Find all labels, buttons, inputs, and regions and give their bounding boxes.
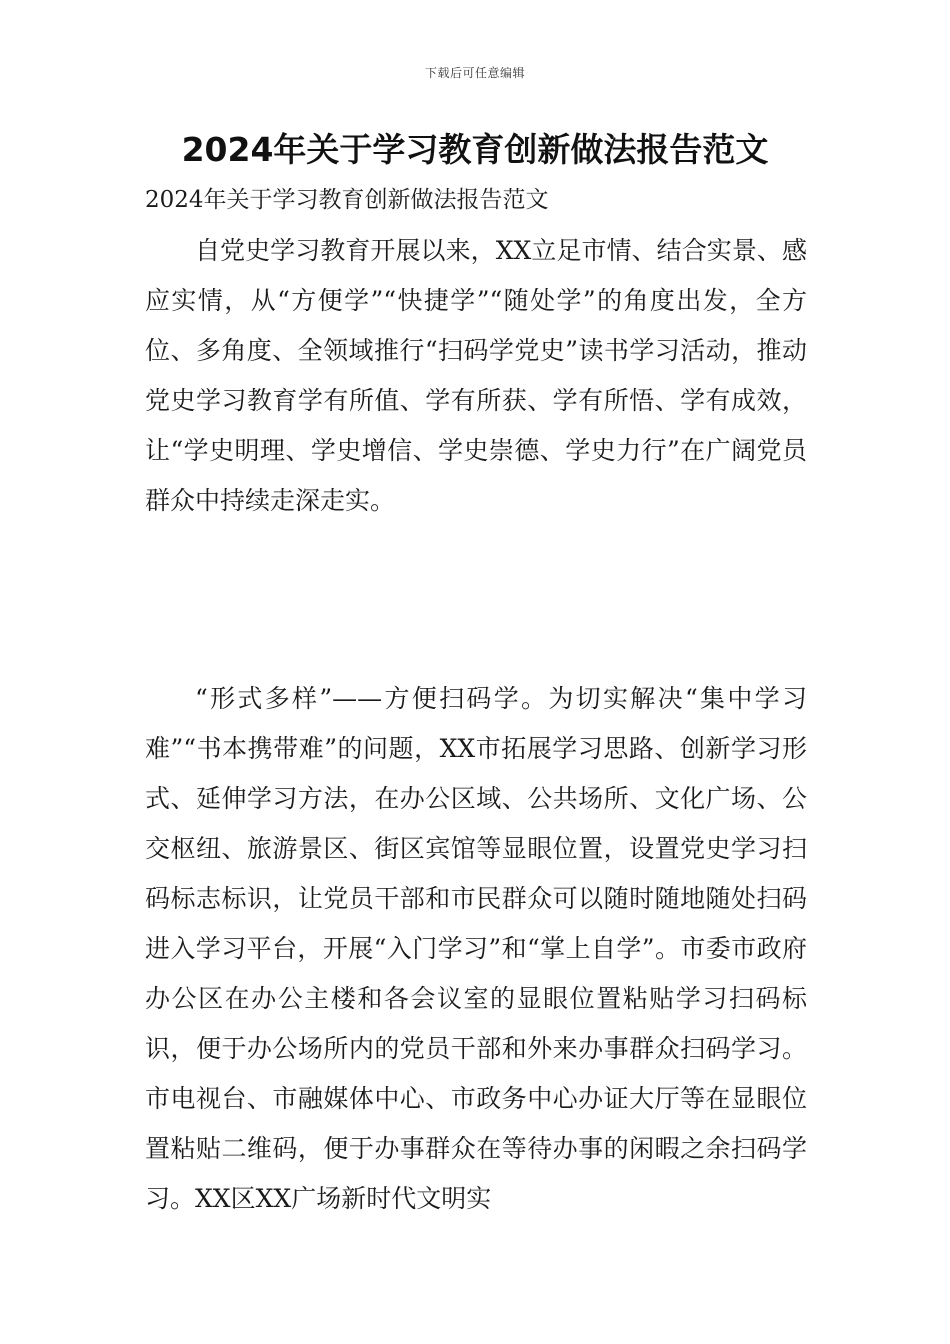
paragraph-scan-learning: “形式多样”——方便扫码学。为切实解决“集中学习难”“书本携带难”的问题，XX市拓展学习思路、创新学习形式、延伸学习方法，在办公区域、公共场所、文化广场、公交枢纽、旅游景区、街区宾馆等显眼位置，设置党史学习扫码标志标识，让党员干部和市民群众可以随时随地随处扫码进入学习平台，开展“入门学习”和“掌上自学”。市委市政府办公区在办公主楼和各会议室的显眼位置粘贴学习扫码标识，便于办公场所内的党员干部和外来办事群众扫码学习。市电视台、市融媒体中心、市政务中心办证大厅等在显眼位置粘贴二维码，便于办事群众在等待办事的闲暇之余扫码学习。XX区XX广场新时代文明实 (145, 684, 807, 1213)
paragraph-intro: 自党史学习教育开展以来，XX立足市情、结合实景、感应实情，从“方便学”“快捷学”“随处学”的角度出发，全方位、多角度、全领域推行“扫码学党史”读书学习活动，推动党史学习教育学有所值、学有所获、学有所悟、学有成效，让“学史明理、学史增信、学史崇德、学史力行”在广阔党员群众中持续走深走实。 (145, 236, 807, 515)
header-note: 下载后可任意编辑 (424, 66, 525, 80)
document-title: 2024年关于学习教育创新做法报告范文 (181, 130, 769, 169)
document-subtitle: 2024年关于学习教育创新做法报告范文 (145, 187, 549, 213)
